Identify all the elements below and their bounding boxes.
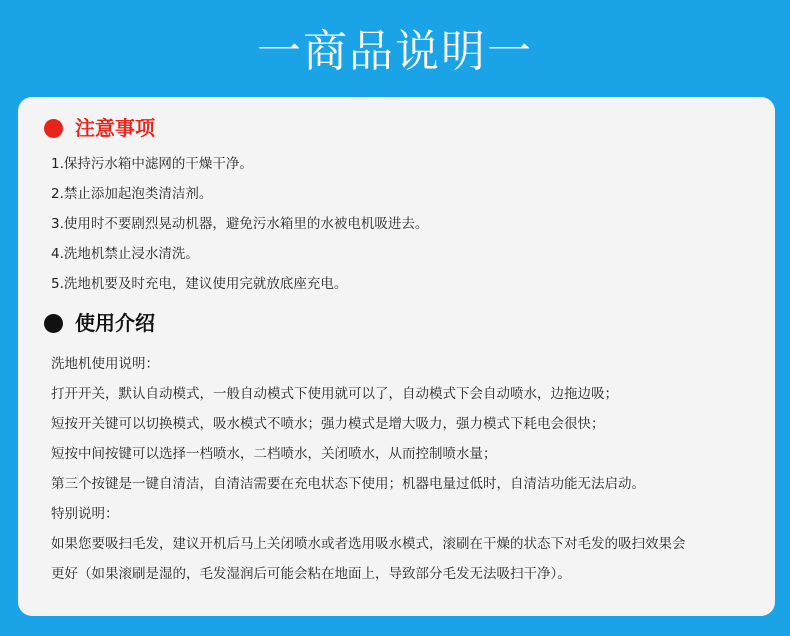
- red-dot-icon: [44, 119, 63, 138]
- usage-line: 打开开关，默认自动模式，一般自动模式下使用就可以了，自动模式下会自动喷水，边拖边吸；: [51, 386, 618, 402]
- usage-line: 第三个按键是一键自清洁，自清洁需要在充电状态下使用；机器电量过低时，自清洁功能无法启动。: [51, 476, 645, 492]
- page-title: 一商品说明一: [257, 26, 533, 77]
- usage-line: 特别说明：: [51, 506, 119, 522]
- info-card: [18, 97, 775, 616]
- notice-item: 5.洗地机要及时充电，建议使用完就放底座充电。: [51, 276, 348, 292]
- notice-heading: 注意事项: [75, 116, 155, 140]
- usage-line: 洗地机使用说明：: [51, 356, 159, 372]
- usage-line: 如果您要吸扫毛发，建议开机后马上关闭喷水或者选用吸水模式，滚刷在干燥的状态下对毛发的吸扫效果会: [51, 536, 686, 552]
- notice-item: 2.禁止添加起泡类清洁剂。: [51, 186, 213, 202]
- notice-item: 3.使用时不要剧烈晃动机器，避免污水箱里的水被电机吸进去。: [51, 216, 429, 232]
- usage-heading: 使用介绍: [75, 311, 155, 335]
- usage-section-heading: [44, 308, 155, 338]
- notice-section-heading: [44, 113, 155, 143]
- usage-line: 短按开关键可以切换模式，吸水模式不喷水；强力模式是增大吸力，强力模式下耗电会很快；: [51, 416, 605, 432]
- black-dot-icon: [44, 314, 63, 333]
- notice-item: 1.保持污水箱中滤网的干燥干净。: [51, 156, 253, 172]
- usage-line: 短按中间按键可以选择一档喷水，二档喷水，关闭喷水，从而控制喷水量；: [51, 446, 497, 462]
- usage-line: 更好（如果滚刷是湿的，毛发湿润后可能会粘在地面上，导致部分毛发无法吸扫干净）。: [51, 566, 571, 582]
- notice-item: 4.洗地机禁止浸水清洗。: [51, 246, 199, 262]
